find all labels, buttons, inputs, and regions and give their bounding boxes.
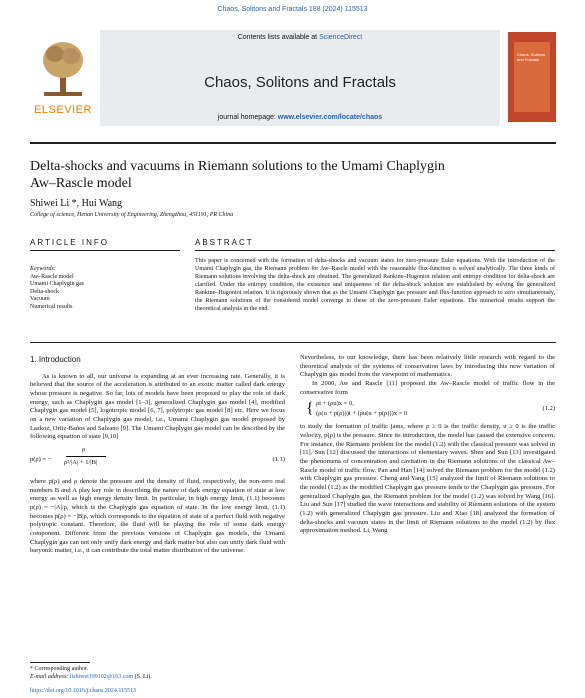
abstract-rule bbox=[195, 250, 555, 251]
title-line-1: Delta-shocks and vacuums in Riemann solutions to the Umami Chaplygin bbox=[30, 159, 445, 174]
contents-prefix: Contents lists available at bbox=[237, 34, 320, 41]
affiliation: College of science, Henan University of Engineering, Zhengzhou, 451191, PR China bbox=[30, 212, 234, 218]
brace: { bbox=[306, 400, 314, 418]
corresponding-author: * Corresponding author. bbox=[30, 666, 89, 672]
authors: Shiwei Li *, Hui Wang bbox=[30, 198, 123, 209]
email-line bbox=[30, 673, 152, 681]
paragraph: Nevertheless, to our knowledge, there has been relatively little research with regard to the theoretical analysis of the systems of conservation laws by introducing this new variation of Chaplygin gas model from the viewpoint of mathematics. bbox=[300, 354, 555, 379]
left-column bbox=[30, 356, 285, 556]
abstract-text: This paper is concerned with the formation of delta-shocks and vacuum states for zero-pressure Euler equations. With the introduction of the Umami Chaplygin gas, the Riemann problem for Aw–Rascle model with the reasonable flux-function is solved analytically. The three kinds of Riemann solutions involving the delta-shock are obtained. The generalized Rankine–Hugoniot relation and entropy condition for delta-shock are clarified. Under the entropy condition, the existence and uniqueness of the delta-shock solution are established by solving the generalized Rankine–Hugoniot relation. It is rigorously shown that as the Umami Chaplygin gas pressure and flux-function approach to zero simultaneously, the Riemann solutions of the considered model converge to these of the zero-pressure Euler equations. The numerical results support the theoretical analysis in the end. bbox=[195, 258, 555, 312]
eq-line-1: ρt + (ρu)x = 0, bbox=[316, 400, 354, 408]
eq-denominator: ρ²/|A| + 1/|B| bbox=[64, 458, 98, 466]
eq-label: (1.1) bbox=[272, 455, 285, 463]
running-head: Chaos, Solitons and Fractals 188 (2024) 115513 bbox=[217, 6, 368, 13]
article-title bbox=[30, 158, 550, 192]
footnote-rule bbox=[30, 662, 90, 663]
homepage-link[interactable]: www.elsevier.com/locate/chaos bbox=[277, 114, 383, 121]
keyword-item: Umami Chaplygin gas bbox=[30, 281, 84, 288]
email-label: E-mail address: bbox=[30, 674, 70, 680]
eq-numerator: ρ bbox=[82, 445, 86, 453]
cover-title: Chaos, Solitons and Fractals bbox=[517, 52, 546, 62]
banner-center bbox=[100, 30, 500, 126]
header-rule bbox=[30, 142, 556, 144]
abstract-bottom-rule bbox=[30, 342, 556, 343]
footnote bbox=[30, 665, 152, 681]
homepage-prefix: journal homepage: bbox=[217, 114, 278, 121]
keyword-item: Numerical results bbox=[30, 303, 73, 310]
journal-banner bbox=[30, 30, 556, 126]
keywords-label: Keywords: bbox=[30, 266, 56, 272]
equation-1-2 bbox=[300, 399, 555, 421]
sciencedirect-link[interactable]: ScienceDirect bbox=[319, 34, 363, 41]
elsevier-logo bbox=[30, 30, 96, 126]
abstract-header: ABSTRACT bbox=[195, 238, 254, 247]
paragraph: In 2000, Aw and Rascle [11] proposed the Aw–Rascle model of traffic flow in the conservative form bbox=[300, 379, 555, 396]
keyword-item: Aw–Rascle model bbox=[30, 273, 74, 280]
paragraph: As is known to all, our universe is expanding at an ever increasing rate. Generally, it is believed that the source of the acceleration is attributed to an exotic matter called dark energy whose pressure is negative. So far, lots of models have been proposed to play the role of dark energy, such as Chaplygin gas model [1–3], generalized Chaplygin gas model [4], modified Chaplygin gas model [5], logotropic model [6, 7], polytropic gas model [8] etc. Here we focus on a new variation of Chaplygin gas model, i.e., Umami Chaplygin gas model proposed by Lazkoz, Ortiz-Baños and Salzano [9]. The Umami Chaplygin gas model can be described by the following equation of state [9,10] bbox=[30, 372, 285, 441]
equation-1-1 bbox=[30, 444, 285, 478]
email-link[interactable]: lishiwei199102@163.com bbox=[69, 674, 134, 680]
eq-label: (1.2) bbox=[542, 405, 555, 413]
keyword-item: Vacuum bbox=[30, 296, 50, 303]
journal-cover-image bbox=[508, 32, 556, 122]
article-info-rule bbox=[30, 250, 180, 251]
journal-title: Chaos, Solitons and Fractals bbox=[204, 74, 396, 91]
fraction-bar bbox=[66, 456, 106, 457]
journal-homepage bbox=[100, 114, 500, 121]
email-suffix: (S. Li). bbox=[133, 674, 152, 680]
right-column bbox=[300, 354, 555, 536]
eq-line-2: (ρ(u + p(ρ)))t + (ρu(u + p(ρ)))x = 0 bbox=[316, 410, 408, 418]
publisher-name: ELSEVIER bbox=[34, 104, 92, 116]
doi-link[interactable]: https://doi.org/10.1016/j.chaos.2024.115513 bbox=[30, 688, 137, 694]
title-line-2: Aw–Rascle model bbox=[30, 176, 132, 191]
keyword-item: Delta-shock bbox=[30, 288, 59, 295]
section-heading: 1. Introduction bbox=[30, 355, 81, 364]
contents-line bbox=[100, 34, 500, 41]
eq-lhs: p(ρ) = − bbox=[30, 455, 52, 463]
elsevier-tree-icon bbox=[40, 38, 86, 98]
article-info-header: ARTICLE INFO bbox=[30, 238, 109, 247]
paragraph: to study the formation of traffic jams, where ρ ≥ 0 is the traffic density, u ≥ 0 is the traffic velocity, p(ρ) is the pressure. Since its introduction, the model has caused the extensive concern. For instance, the Riemann problem for the model (1.2) with the classical pressure was solved in [11]. Sun [12] discussed the interactions of elementary waves. Shen and Sun [13] investigated the phenomena of concentration and cavitation in the Riemann solutions of the classical Aw–Rascle model of traffic flow. Pan and Han [14] solved the Riemann problem for the model (1.2) with Chaplygin gas pressure. Cheng and Yang [15] analyzed the limit of Riemann solutions to the model (1.2) as the modified Chaplygin gas pressure tends to the Chaplygin gas pressure. For generalized Chaplygin gas, the Riemann problem for the model (1.2) was solved by Wang [16]. Liu and Sun [17] studied the wave interactions and stability of Riemann solutions of the system (1.2) with generalized Chaplygin gas pressure. Liu and Xiao [18] analyzed the formation of delta-shocks and vacuum states in the limit of Riemann solutions to the model (1.2) by flux approximation method. Li, Wang bbox=[300, 423, 555, 535]
keywords-list bbox=[30, 266, 84, 312]
paragraph: where p(ρ) and ρ denote the pressure and the density of fluid, respectively, the non-zero real numbers B and A play key role in describing the nature of dark energy equation of state at low energy as well as high energy density limit. In particular, in high energy limit, (1.1) becomes p(ρ) = −|A|/ρ, which is the Chaplygin gas equation of state. In the low energy limit, (1.1) becomes p(ρ) = −|B|ρ, which corresponds to the equation of state of a perfect fluid with negative polytropic constant. Therefore, the fluid will be playing the role of some dark energy component. Different from the previous versions of Chaplygin gas models, the Umami Chaplygin gas can not only unify dark energy and dark matter but also can unify dark fluid with baryonic matter, i.e., it can contribute the total matter distribution of the universe. bbox=[30, 477, 285, 555]
cover-panel bbox=[514, 42, 550, 112]
